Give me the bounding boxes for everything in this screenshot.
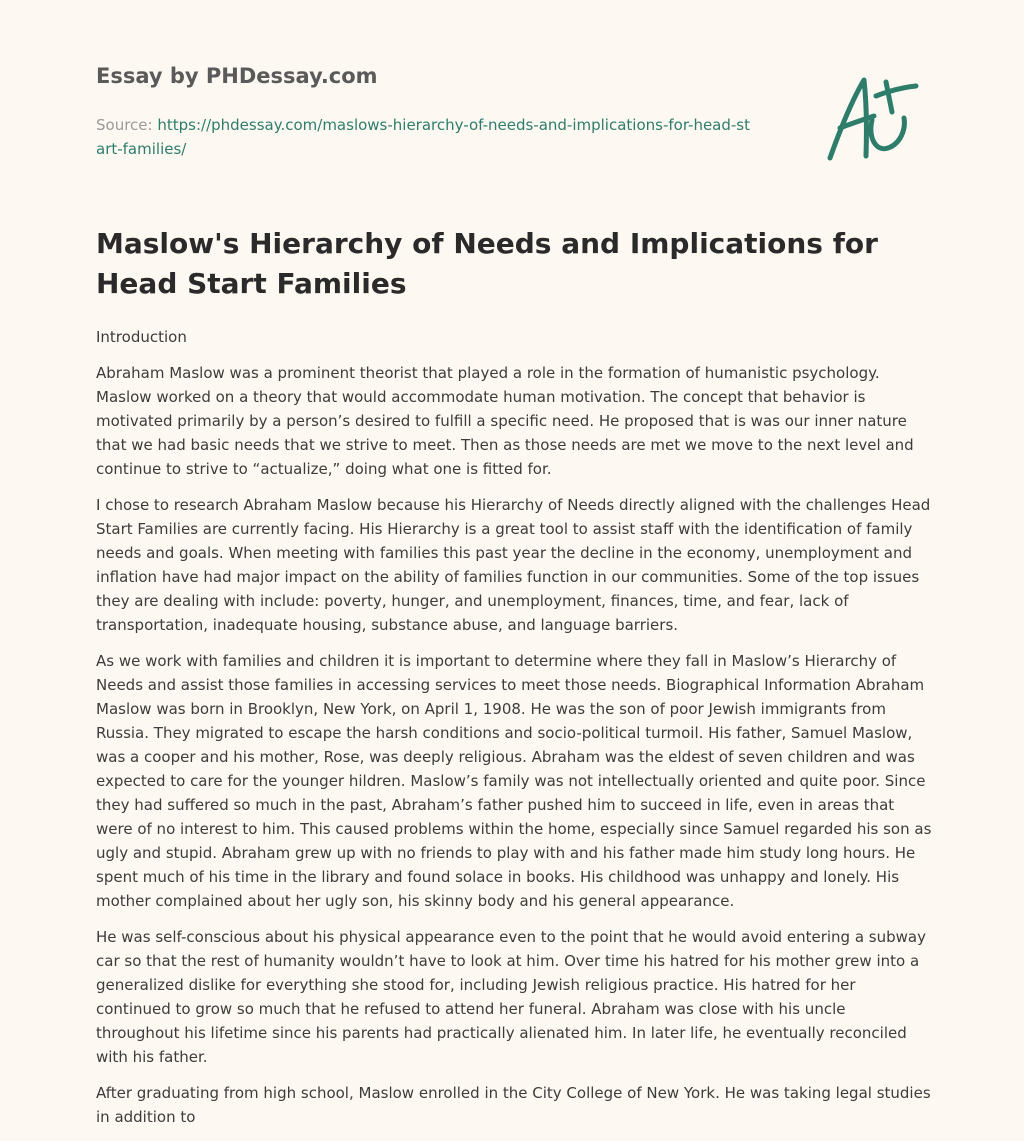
a-plus-logo-icon bbox=[822, 68, 932, 168]
essay-body bbox=[96, 325, 932, 1141]
site-brand: Essay by PHDessay.com bbox=[96, 64, 378, 88]
section-heading: Introduction bbox=[96, 328, 187, 346]
paragraph-4: He was self-conscious about his physical appearance even to the point that he would avoid entering a subway car so that the rest of humanity wouldn’t have to look at him. Over time his hatred for his mother grew into a generalized dislike for everything she stood for, including Jewish religious practice. His hatred for her continued to grow so much that he refused to attend her funeral. Abraham was close with his uncle throughout his lifetime since his parents had practically alienated him. In later life, he eventually reconciled with his father. bbox=[96, 928, 926, 1066]
paragraph-2: I chose to research Abraham Maslow because his Hierarchy of Needs directly aligned with the challenges Head Start Families are currently facing. His Hierarchy is a great tool to assist staff with the identification of family needs and goals. When meeting with families this past year the decline in the economy, unemployment and inflation have had major impact on the ability of families function in our communities. Some of the top issues they are dealing with include: poverty, hunger, and unemployment, finances, time, and fear, lack of transportation, inadequate housing, substance abuse, and language barriers. bbox=[96, 496, 931, 634]
source-line bbox=[96, 113, 756, 161]
source-label: Source: bbox=[96, 116, 153, 134]
essay-title: Maslow's Hierarchy of Needs and Implications for Head Start Families bbox=[96, 227, 878, 300]
paragraph-3: As we work with families and children it is important to determine where they fall in Maslow’s Hierarchy of Needs and assist those families in accessing services to meet those needs. Biographical Information Abraham Maslow was born in Brooklyn, New York, on April 1, 1908. He was the son of poor Jewish immigrants from Russia. They migrated to escape the harsh conditions and socio-political turmoil. His father, Samuel Maslow, was a cooper and his mother, Rose, was deeply religious. Abraham was the eldest of seven children and was expected to care for the younger hildren. Maslow’s family was not intellectually oriented and quite poor. Since they had suffered so much in the past, Abraham’s father pushed him to succeed in life, even in areas that were of no interest to him. This caused problems within the home, especially since Samuel regarded his son as ugly and stupid. Abraham grew up with no friends to play with and his father made him study long hours. He spent much of his time in the library and found solace in books. His childhood was unhappy and lonely. His mother complained about her ugly son, his skinny body and his general appearance. bbox=[96, 652, 932, 910]
source-link[interactable]: https://phdessay.com/maslows-hierarchy-of-needs-and-implications-for-head-start-families/ bbox=[96, 116, 751, 158]
paragraph-1: Abraham Maslow was a prominent theorist that played a role in the formation of humanistic psychology. Maslow worked on a theory that would accommodate human motivation. The concept that behavior is motivated primarily by a person’s desired to fulfill a specific need. He proposed that is was our inner nature that we had basic needs that we strive to meet. Then as those needs are met we move to the next level and continue to strive to “actualize,” doing what one is fitted for. bbox=[96, 364, 914, 478]
paragraph-5: After graduating from high school, Maslow enrolled in the City College of New York. He was taking legal studies in addition to bbox=[96, 1084, 931, 1126]
